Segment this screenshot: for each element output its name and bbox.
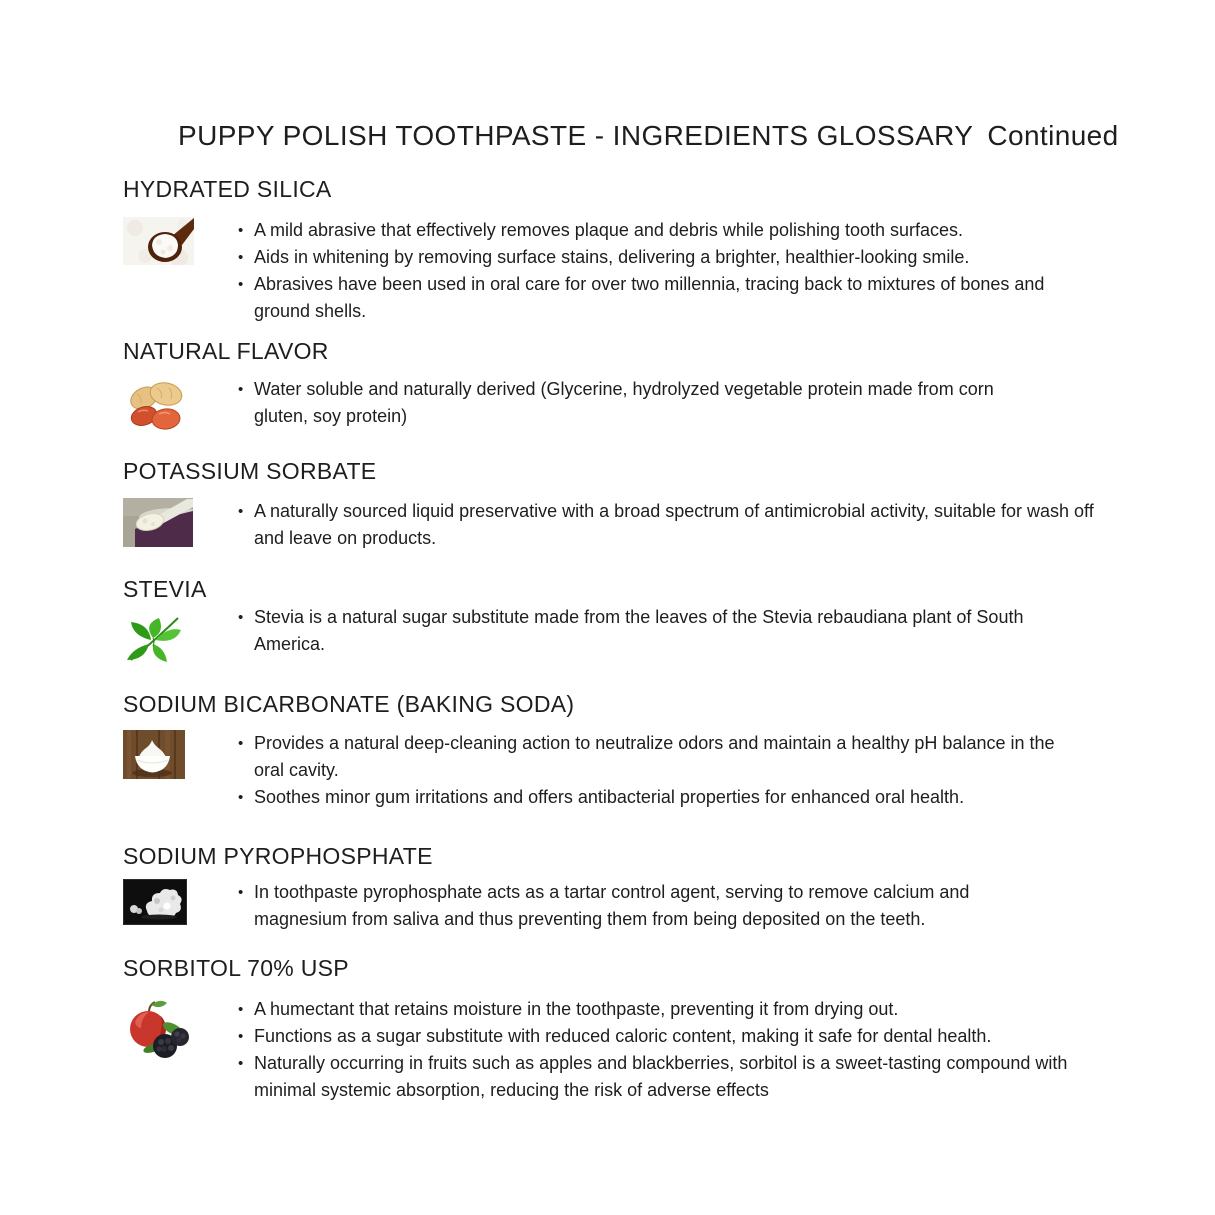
section-body <box>123 498 1123 552</box>
bullet-item: • Naturally occurring in fruits such as apples and blackberries, sorbitol is a sweet-tasting compound with minimal systemic absorption, reducing the risk of adverse effects <box>237 1050 1102 1104</box>
section-body <box>123 879 1123 933</box>
section-body <box>123 376 1123 432</box>
peanuts-image <box>123 376 237 432</box>
bullet-item: • Aids in whitening by removing surface stains, delivering a brighter, healthier-looking smile. <box>237 244 1067 271</box>
section-hydrated-silica <box>123 176 1123 325</box>
section-stevia <box>123 576 1123 665</box>
bullet-list <box>237 879 1037 933</box>
section-natural-flavor <box>123 338 1123 432</box>
white-crystals-image <box>123 879 237 925</box>
apple-blackberries-image <box>123 996 237 1062</box>
ingredient-heading: SODIUM BICARBONATE (BAKING SODA) <box>123 691 575 717</box>
bullet-list <box>237 217 1067 325</box>
section-sorbitol <box>123 955 1123 1104</box>
ingredient-heading: STEVIA <box>123 576 207 602</box>
bullet-item: • Provides a natural deep-cleaning action to neutralize odors and maintain a healthy pH balance in the oral cavity. <box>237 730 1082 784</box>
bullet-list <box>237 730 1082 811</box>
section-body <box>123 730 1123 811</box>
ingredient-heading: SODIUM PYROPHOSPHATE <box>123 843 433 869</box>
preservative-cream-spoon-image <box>123 498 237 547</box>
bullet-item: • A humectant that retains moisture in the toothpaste, preventing it from drying out. <box>237 996 1102 1023</box>
section-potassium-sorbate <box>123 458 1123 552</box>
bullet-item: • Water soluble and naturally derived (Glycerine, hydrolyzed vegetable protein made from corn gluten, soy protein) <box>237 376 1012 430</box>
section-sodium-bicarbonate <box>123 691 1123 811</box>
bullet-item: • Functions as a sugar substitute with reduced caloric content, making it safe for dental health. <box>237 1023 1102 1050</box>
bullet-item: • In toothpaste pyrophosphate acts as a tartar control agent, serving to remove calcium and magnesium from saliva and thus preventing them from being deposited on the teeth. <box>237 879 1037 933</box>
page-title-suffix: Continued <box>987 120 1119 151</box>
silica-powder-spoon-image <box>123 217 237 265</box>
section-body <box>123 996 1123 1104</box>
bullet-list <box>237 376 1012 430</box>
bullet-item: • A mild abrasive that effectively removes plaque and debris while polishing tooth surfaces. <box>237 217 1067 244</box>
bullet-list <box>237 498 1102 552</box>
bullet-item: • Stevia is a natural sugar substitute made from the leaves of the Stevia rebaudiana plant of South America. <box>237 604 1027 658</box>
ingredient-heading: HYDRATED SILICA <box>123 176 332 202</box>
section-sodium-pyrophosphate <box>123 843 1123 933</box>
page-title-main: PUPPY POLISH TOOTHPASTE - INGREDIENTS GLOSSARY <box>178 120 974 151</box>
ingredient-heading: NATURAL FLAVOR <box>123 338 329 364</box>
bullet-list <box>237 604 1027 658</box>
section-body <box>123 604 1123 665</box>
bullet-list <box>237 996 1102 1104</box>
baking-soda-bowl-image <box>123 730 237 779</box>
bullet-item: • Abrasives have been used in oral care for over two millennia, tracing back to mixtures of bones and ground shells. <box>237 271 1067 325</box>
bullet-item: • A naturally sourced liquid preservative with a broad spectrum of antimicrobial activity, suitable for wash off and leave on products. <box>237 498 1102 552</box>
stevia-leaves-image <box>123 604 237 665</box>
page-title <box>178 120 1119 152</box>
bullet-item: • Soothes minor gum irritations and offers antibacterial properties for enhanced oral health. <box>237 784 1082 811</box>
section-body <box>123 217 1123 325</box>
ingredient-heading: SORBITOL 70% USP <box>123 955 349 981</box>
ingredient-heading: POTASSIUM SORBATE <box>123 458 377 484</box>
